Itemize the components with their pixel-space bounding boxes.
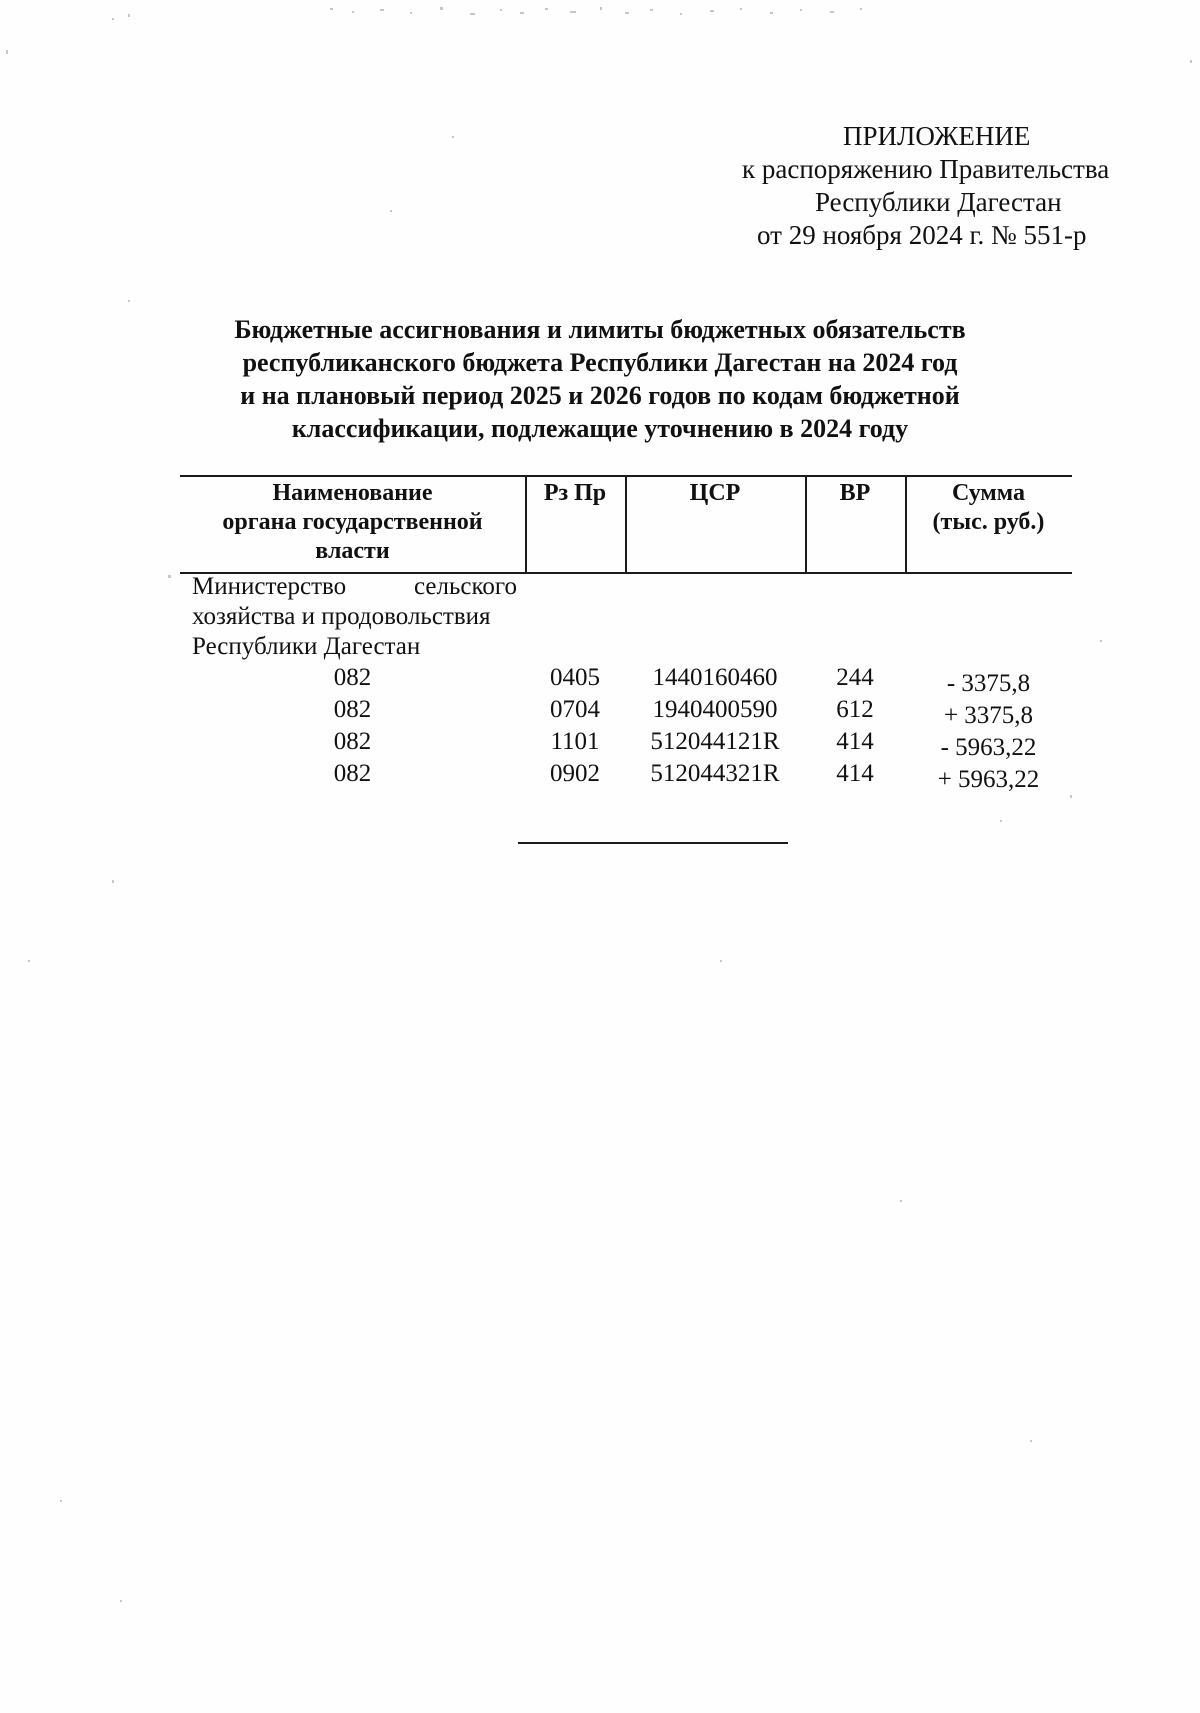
cell-org-code: 082 [333, 696, 372, 723]
header-organization-line-1: Наименование [272, 480, 433, 506]
cell-vr: 414 [836, 760, 874, 787]
table-row [180, 662, 1072, 697]
cell-vr: 612 [836, 696, 874, 723]
table-row [180, 758, 1072, 793]
cell-org-code: 082 [333, 664, 372, 691]
cell-rzpr: 0704 [550, 696, 600, 723]
appendix-reference: к распоряжению Правительства [742, 154, 1110, 184]
organization-line-3: Республики Дагестан [192, 633, 421, 660]
table-body [180, 662, 1072, 793]
cell-sum: + 5963,22 [937, 766, 1040, 793]
table-row [180, 694, 1072, 729]
header-vr: ВР [839, 480, 871, 506]
header-sum-line-1: Сумма [952, 480, 1025, 506]
header-sum-line-2: (тыс. руб.) [932, 509, 1045, 535]
header-organization-line-3: власти [315, 538, 390, 564]
cell-csr: 512044121R [650, 728, 780, 755]
table-header [180, 475, 1072, 574]
header-organization [180, 477, 525, 572]
table-row [180, 726, 1072, 761]
header-sum [905, 477, 1072, 572]
closing-rule [518, 842, 788, 844]
cell-sum: - 3375,8 [946, 670, 1031, 697]
cell-csr: 512044321R [650, 760, 780, 787]
header-csr: ЦСР [689, 480, 741, 506]
appendix-date-number: от 29 ноября 2024 г. № 551-р [757, 220, 1087, 250]
budget-table [180, 475, 1072, 574]
title-line-4: классификации, подлежащие уточнению в 2024 году [291, 414, 909, 443]
cell-sum: - 5963,22 [940, 734, 1037, 761]
cell-rzpr: 0902 [550, 760, 600, 787]
cell-rzpr: 0405 [550, 664, 600, 691]
cell-vr: 414 [836, 728, 874, 755]
header-rzpr: Рз Пр [543, 480, 607, 506]
organization-word-1: Министерство [192, 573, 347, 600]
appendix-title: ПРИЛОЖЕНИЕ [843, 121, 1031, 151]
cell-csr: 1940400590 [652, 696, 778, 723]
appendix-block [720, 120, 1140, 252]
title-line-1: Бюджетные ассигнования и лимиты бюджетных обязательств [234, 315, 966, 344]
appendix-region: Республики Дагестан [815, 187, 1062, 217]
cell-vr: 244 [836, 664, 874, 691]
organization-line-1 [192, 572, 517, 602]
title-line-3: и на плановый период 2025 и 2026 годов по кодам бюджетной [240, 381, 960, 410]
organization-name [192, 572, 517, 662]
document-title [180, 313, 1020, 445]
title-line-2: республиканского бюджета Республики Дагестан на 2024 год [242, 348, 958, 377]
header-organization-line-2: органа государственной [222, 509, 483, 535]
cell-csr: 1440160460 [652, 664, 778, 691]
organization-line-2: хозяйства и продовольствия [192, 603, 491, 630]
cell-sum: + 3375,8 [943, 702, 1034, 729]
cell-rzpr: 1101 [550, 728, 600, 755]
cell-org-code: 082 [333, 728, 372, 755]
organization-word-2: сельского [414, 573, 517, 600]
cell-org-code: 082 [333, 760, 372, 787]
